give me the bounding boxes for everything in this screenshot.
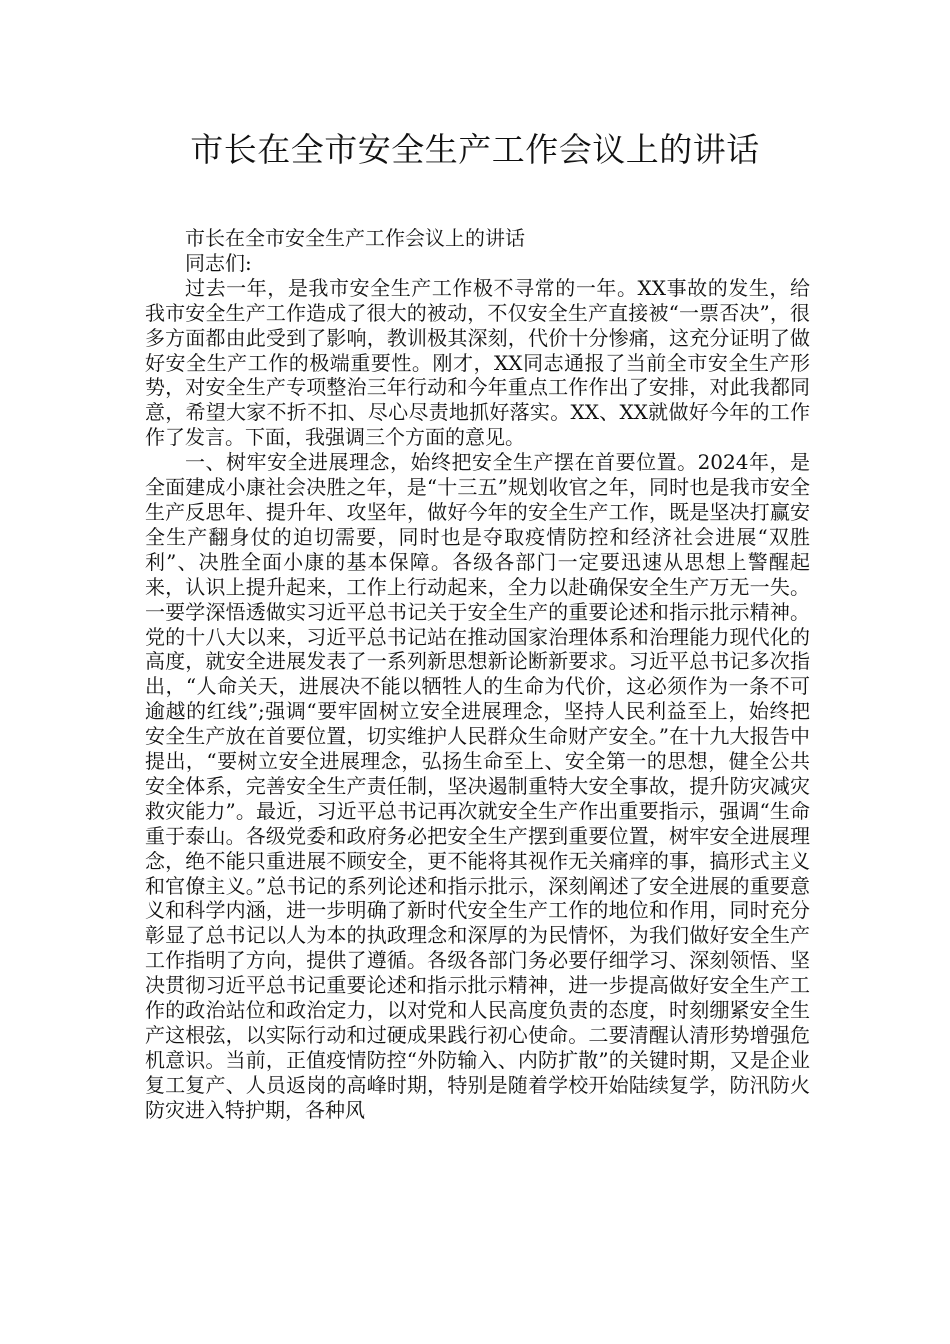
document-body (145, 226, 810, 1123)
salutation-paragraph: 同志们: (185, 250, 252, 275)
section-one-paragraph: 一、树牢安全进展理念，始终把安全生产摆在首要位置。2024年，是全面建成小康社会决胜之年，是“十三五”规划收官之年，同时也是我市安全生产反思年、提升年、攻坚年，做好今年的安全生产工作，既是坚决打赢安全生产翻身仗的迫切需要，同时也是夺取疫情防控和经济社会进展“双胜利”、决胜全面小康的基本保障。各级各部门一定要迅速从思想上警醒起来，认识上提升起来，工作上行动起来，全力以赴确保安全生产万无一失。一要学深悟透做实习近平总书记关于安全生产的重要论述和指示批示精神。党的十八大以来，习近平总书记站在推动国家治理体系和治理能力现代化的高度，就安全进展发表了一系列新思想新论断新要求。习近平总书记多次指出，“人命关天，进展决不能以牺牲人的生命为代价，这必须作为一条不可逾越的红线”;强调“要牢固树立安全进展理念，坚持人民利益至上，始终把安全生产放在首要位置，切实维护人民群众生命财产安全。”在十九大报告中提出，“要树立安全进展理念，弘扬生命至上、安全第一的思想，健全公共安全体系，完善安全生产责任制，坚决遏制重特大安全事故，提升防灾减灾救灾能力”。最近，习近平总书记再次就安全生产作出重要指示，强调“生命重于泰山。各级党委和政府务必把安全生产摆到重要位置，树牢安全进展理念，绝不能只重进展不顾安全，更不能将其视作无关痛痒的事，搞形式主义和官僚主义。”总书记的系列论述和指示批示，深刻阐述了安全进展的重要意义和科学内涵，进一步明确了新时代安全生产工作的地位和作用，同时充分彰显了总书记以人为本的执政理念和深厚的为民情怀，为我们做好安全生产工作指明了方向，提供了遵循。各级各部门务必要仔细学习、深刻领悟、坚决贯彻习近平总书记重要论述和指示批示精神，进一步提高做好安全生产工作的政治站位和政治定力，以对党和人民高度负责的态度，时刻绷紧安全生产这根弦，以实际行动和过硬成果践行初心使命。二要清醒认清形势增强危机意识。当前，正值疫情防控“外防输入、内防扩散”的关键时期，又是企业复工复产、人员返岗的高峰时期，特别是随着学校开始陆续复学，防汛防火防灾进入特护期，各种风 (145, 450, 810, 1122)
intro-paragraph: 过去一年，是我市安全生产工作极不寻常的一年。XX事故的发生，给我市安全生产工作造成了很大的被动，不仅安全生产直接被“一票否决”，很多方面都由此受到了影响，教训极其深刻，代价十分惨痛，这充分证明了做好安全生产工作的极端重要性。刚才，XX同志通报了当前全市安全生产形势，对安全生产专项整治三年行动和今年重点工作作出了安排，对此我都同意，希望大家不折不扣、尽心尽责地抓好落实。XX、XX就做好今年的工作作了发言。下面，我强调三个方面的意见。 (145, 275, 810, 450)
subtitle-paragraph: 市长在全市安全生产工作会议上的讲话 (185, 226, 525, 250)
document-title: 市长在全市安全生产工作会议上的讲话 (190, 130, 760, 169)
